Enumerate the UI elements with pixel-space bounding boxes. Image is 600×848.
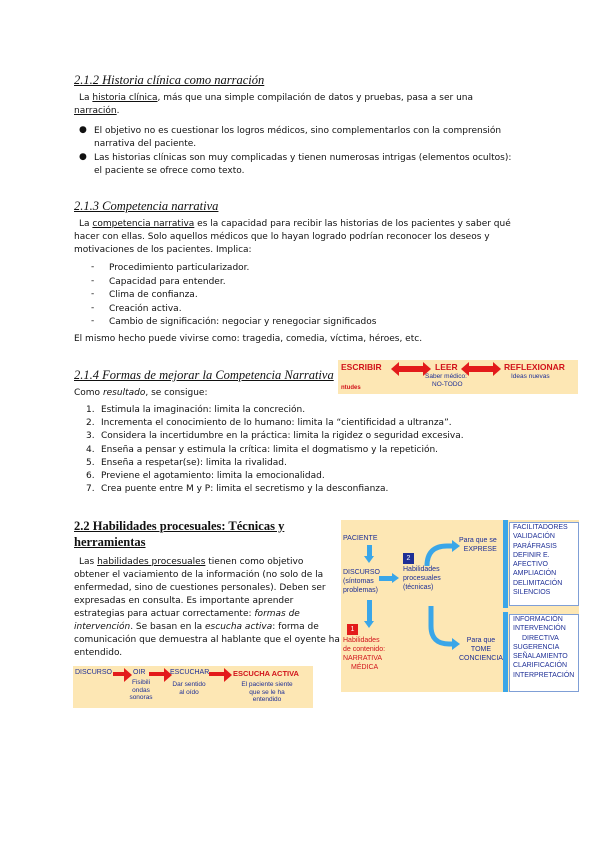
list-entry: SILENCIOS (513, 589, 551, 597)
paragraph-line: enfermedad, sino de cuestiones personales). Deben ser (74, 583, 326, 593)
diagram-conciencia (459, 636, 503, 663)
text: que se le ha (249, 688, 285, 696)
text: entendido (252, 696, 282, 703)
banner-tail: ntudes (341, 385, 361, 391)
paragraph-historia-clinica-cont (74, 105, 120, 118)
section-title-habilidades: 2.2 Habilidades procesuales: Técnicas y (74, 519, 285, 533)
banner-escribir: ESCRIBIR (341, 362, 382, 372)
dash-icon: - (91, 303, 95, 313)
emphasis: escucha activa (205, 622, 273, 632)
text: La (79, 219, 93, 229)
strip-sub-escuchar (167, 681, 211, 696)
paragraph-line: hacer con ellas. Solo aquellos médicos que lo hayan logrado podrían reconocer los deseos y (74, 232, 490, 242)
arrow-down-icon (367, 545, 372, 557)
list-entry: INTERPRETACIÓN (513, 671, 575, 679)
section-title-habilidades-cont: herramientas (74, 535, 146, 549)
dash-icon: - (91, 262, 95, 272)
curved-arrows (421, 534, 461, 654)
text: TOME (470, 646, 492, 653)
paragraph-line (74, 608, 300, 621)
strip-sub-escucha-activa (233, 681, 301, 704)
paragraph-competencia (79, 218, 511, 231)
list-item: Enseña a respetar(se): limita la rivalidad. (101, 458, 287, 468)
text: (técnicas) (403, 584, 434, 591)
list-item: Previene el agotamiento: limita la emocionalidad. (101, 471, 325, 481)
step-number-1: 1 (347, 624, 358, 635)
text: tienen como objetivo (205, 557, 304, 567)
dash-icon: - (91, 316, 95, 326)
emphasis: intervención (74, 622, 131, 632)
text: Habilidades (403, 566, 440, 573)
list-entry: AMPLIACIÓN (513, 570, 557, 578)
paragraph-line (74, 621, 319, 634)
paragraph-line: motivaciones de los pacientes. Implica: (74, 245, 252, 255)
curved-arrow-down-icon (431, 606, 453, 644)
strip-discurso: DISCURSO (75, 669, 112, 676)
emphasis: formas de (254, 609, 300, 619)
list-item: Procedimiento particularizador. (109, 263, 250, 273)
list-item: Clima de confianza. (109, 290, 198, 300)
strip-oir: OIR (133, 669, 146, 676)
term-narracion: narración (74, 106, 117, 116)
curved-arrow-up-icon (427, 546, 453, 566)
text: La (79, 93, 93, 103)
double-arrow-icon (468, 366, 494, 372)
paragraph-closing: El mismo hecho puede vivirse como: tragedia, comedia, víctima, héroes, etc. (74, 334, 423, 344)
text: . Se basan en la (130, 622, 206, 632)
text: al oído (179, 688, 199, 696)
section-title-competencia-narrativa: 2.1.3 Competencia narrativa (74, 199, 219, 213)
text: El paciente siente (241, 681, 293, 688)
text: DISCURSO (343, 569, 380, 576)
paragraph-habilidades (79, 556, 303, 569)
paragraph-resultado (74, 387, 208, 400)
paragraph-line: expresadas en consulta. Es importante aprender (74, 596, 294, 606)
bullet-icon: ● (79, 125, 87, 135)
list-number: 7. (86, 484, 95, 494)
text: , más que una simple compilación de datos y pruebas, pasa a ser una (157, 93, 473, 103)
strip-escucha-activa: ESCUCHA ACTIVA (233, 669, 299, 678)
strip-escuchar: ESCUCHAR (170, 669, 210, 676)
strip-sub-oir (127, 679, 155, 702)
escribir-leer-reflexionar-banner (338, 360, 578, 394)
text: Habilidades (343, 637, 380, 644)
dash-icon: - (91, 276, 95, 286)
list-number: 3. (86, 431, 95, 441)
text: Para que (466, 637, 496, 644)
arrow-right-icon (113, 672, 125, 676)
banner-leer: LEER (435, 362, 458, 372)
list-item: Enseña a pensar y estimula la crítica: limita el dogmatismo y la repetición. (101, 445, 439, 455)
text: estrategias para actuar correctamente: (74, 609, 255, 619)
step-number-2: 2 (403, 553, 414, 564)
list-item: Estimula la imaginación: limita la concreción. (101, 405, 306, 415)
term-historia-clinica: historia clínica (92, 93, 158, 103)
text: . (116, 106, 120, 116)
list-entry: VALIDACIÓN (513, 533, 555, 541)
list-entry: SUGERENCIA (513, 643, 560, 651)
list-item: Incrementa el conocimiento de lo humano: limita la “cientificidad a ultranza”. (101, 418, 452, 428)
text: : forma de (272, 622, 319, 632)
paragraph-line: comunicación que demuestra al hablante que el oyente ha (74, 635, 340, 645)
list-entry: DELIMITACIÓN (513, 579, 563, 587)
list-entry: PARÁFRASIS (513, 542, 557, 550)
list-number: 4. (86, 445, 95, 455)
text: MÉDICA (351, 664, 379, 671)
banner-sub-saber: Saber médico: (425, 373, 467, 380)
text: es la capacidad para recibir las historias de los pacientes y saber qué (194, 219, 511, 229)
emphasis: resultado (102, 388, 146, 398)
list-item: Capacidad para entender. (109, 277, 226, 287)
list-entry: INFORMACIÓN (513, 616, 563, 623)
text: , se consigue: (145, 388, 208, 398)
paragraph-historia-clinica (79, 92, 473, 105)
arrow-right-icon (379, 576, 393, 581)
text: de contenido: (343, 646, 386, 653)
term-competencia-narrativa: competencia narrativa (92, 219, 195, 229)
paragraph-line: entendido. (74, 648, 123, 658)
bracket-bar (503, 612, 508, 692)
list-entry: DEFINIR E. AFECTIVO (513, 551, 550, 569)
diagram-exprese (459, 536, 497, 554)
banner-sub-ideas: Ideas nuevas (511, 373, 550, 380)
list-entry: FACILITADORES (513, 524, 568, 531)
diagram-discurso (343, 568, 380, 595)
habilidades-flow-diagram (341, 520, 579, 692)
list-item: Cambio de significación: negociar y renegociar significados (109, 317, 377, 327)
bullet-text: El objetivo no es cuestionar los logros médicos, sino complementarlos con la comprensión (94, 126, 502, 136)
text: NARRATIVA (343, 655, 383, 662)
list-number: 6. (86, 471, 95, 481)
text: Dar sentido (172, 681, 206, 688)
arrow-right-icon (209, 672, 225, 676)
text: problemas) (343, 587, 379, 594)
bullet-text: el paciente se ofrece como texto. (94, 166, 245, 176)
double-arrow-icon (398, 366, 424, 372)
paragraph-line: obtener el vaciamiento de la información (no solo de la (74, 570, 324, 580)
dash-icon: - (91, 289, 95, 299)
text: Para que se (459, 537, 497, 544)
diagram-habilidades-contenido (343, 636, 385, 672)
text: (síntomas (343, 578, 374, 585)
text: Las (79, 557, 98, 567)
list-entry: DIRECTIVA (522, 634, 559, 642)
facilitadores-list (509, 522, 579, 606)
text: CONCIENCIA (459, 655, 503, 662)
term-habilidades-procesuales: habilidades procesuales (97, 557, 206, 567)
section-title-formas-mejorar: 2.1.4 Formas de mejorar la Competencia Narrativa (74, 368, 334, 382)
bracket-bar (503, 520, 508, 608)
bullet-text: Las historias clínicas son muy complicadas y tienen numerosas intrigas (elementos ocultos): (94, 153, 512, 163)
section-title-historia-clinica: 2.1.2 Historia clínica como narración (74, 73, 265, 87)
text: ondas (132, 686, 150, 694)
text: procesuales (403, 575, 441, 582)
list-entry: INTERVENCIÓN (513, 625, 566, 633)
list-item: Crea puente entre M y P: limita el secretismo y la desconfianza. (101, 484, 389, 494)
list-number: 5. (86, 458, 95, 468)
list-number: 2. (86, 418, 95, 428)
bullet-text: narrativa del paciente. (94, 139, 197, 149)
banner-sub-notodo: NO-TODO (432, 381, 463, 388)
bullet-icon: ● (79, 152, 87, 162)
list-item: Creación activa. (109, 304, 182, 314)
list-entry: SEÑALAMIENTO (513, 653, 568, 661)
list-item: Considera la incertidumbre en la práctica: limita la rigidez o seguridad excesiva. (101, 431, 464, 441)
list-number: 1. (86, 405, 95, 415)
arrow-right-icon (149, 672, 165, 676)
diagram-paciente: PACIENTE (343, 535, 378, 542)
arrow-down-icon (367, 600, 372, 622)
text: EXPRESE (463, 546, 497, 553)
text: Como (74, 388, 103, 398)
list-entry: CLARIFICACIÓN (513, 662, 568, 670)
text: Fisibili (131, 679, 151, 686)
informacion-list (509, 614, 579, 692)
escucha-activa-strip (73, 666, 313, 708)
text: sonoras (129, 694, 153, 701)
banner-reflexionar: REFLEXIONAR (504, 362, 565, 372)
